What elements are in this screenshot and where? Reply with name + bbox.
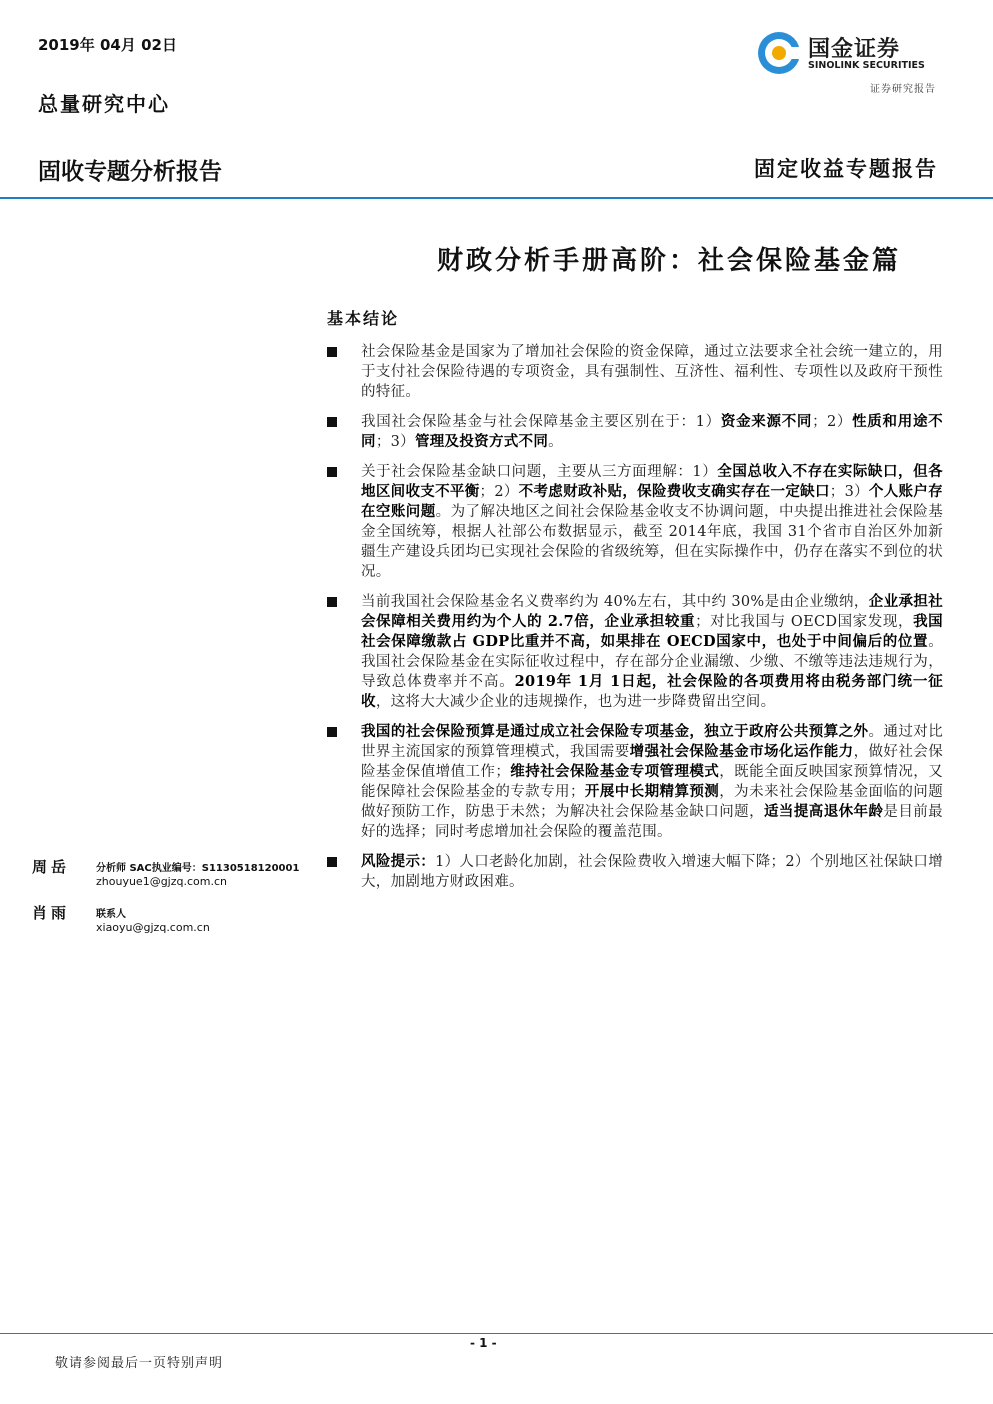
conclusion-item: [327, 412, 943, 452]
logo-subtitle: 证券研究报告: [870, 84, 936, 95]
bullet-square-icon: [327, 347, 337, 357]
footer-divider: [0, 1333, 993, 1334]
conclusion-item: [327, 342, 943, 402]
header-divider: [0, 197, 993, 199]
body-text: 1）人口老龄化加剧，社会保险费收入增速大幅下降；2）个别地区社保缺口增大，加剧地方财政困难。: [361, 854, 944, 890]
body-text: 社会保险基金是国家为了增加社会保险的资金保障，通过立法要求全社会统一建立的，用于支付社会保险待遇的专项资金，具有强制性、互济性、福利性、专项性以及政府干预性的特征。: [361, 344, 943, 400]
emphasis-text: 2019年 1月 1日起，社会保险的各项费用将由税务部门统一征收: [361, 673, 943, 710]
body-text: ；3）: [829, 484, 869, 500]
analyst-role: 分析师 SAC执业编号：S1130518120001: [96, 863, 300, 874]
emphasis-text: 企业承担社会保障相关费用约为个人的 2.7倍，企业承担较重: [361, 593, 943, 630]
bullet-square-icon: [327, 857, 337, 867]
key-conclusions-list: [327, 342, 943, 902]
body-text: 是目前最好的选择；同时考虑增加社会保险的覆盖范围。: [361, 804, 943, 840]
conclusion-item: [327, 462, 943, 582]
report-category-right: 固定收益专题报告: [754, 156, 938, 181]
body-text: ，做好社会保险基金保值增值工作；: [361, 744, 943, 780]
emphasis-text: 开展中长期精算预测: [584, 783, 720, 800]
bullet-square-icon: [327, 597, 337, 607]
report-category-left: 固收专题分析报告: [38, 159, 222, 185]
body-text: ，这将大大减少企业的违规操作，也为进一步降费留出空间。: [375, 694, 776, 710]
body-text: ，为未来社会保险基金面临的问题做好预防工作，防患于未然；为解决社会保险基金缺口问题，: [361, 784, 944, 820]
sinolink-logo-icon: [756, 30, 802, 76]
conclusion-item: [327, 592, 943, 712]
emphasis-text: 我国社会保障缴款占 GDP比重并不高，如果排在 OECD国家中，也处于中间偏后的位置: [361, 613, 943, 650]
emphasis-text: 资金来源不同: [720, 413, 813, 430]
analyst-name: 周岳: [32, 858, 71, 876]
page-number: - 1 -: [470, 1336, 497, 1350]
bullet-square-icon: [327, 467, 337, 477]
emphasis-text: 不考虑财政补贴，保险费收支确实存在一定缺口: [518, 483, 830, 500]
body-text: ；对比我国与 OECD国家发现，: [695, 614, 914, 630]
logo-chinese-name: 国金证券: [808, 37, 901, 62]
report-title: 财政分析手册高阶：社会保险基金篇: [436, 246, 901, 276]
emphasis-text: 我国的社会保险预算是通过成立社会保险专项基金，独立于政府公共预算之外: [361, 723, 869, 740]
analyst-email[interactable]: zhouyue1@gjzq.com.cn: [96, 875, 227, 888]
bullet-square-icon: [327, 417, 337, 427]
company-logo: [756, 30, 946, 78]
body-text: 我国社会保险基金与社会保障基金主要区别在于：1）: [361, 414, 721, 430]
emphasis-text: 管理及投资方式不同: [414, 433, 549, 450]
report-date: 2019年 04月 02日: [38, 36, 177, 54]
body-text: 。为了解决地区之间社会保险基金收支不协调问题，中央提出推进社会保险基金全国统筹，根据人社部公布数据显示，截至 2014年底，我国 31个省市自治区外加新疆生产建设兵团均已实现社会保险的省级统筹，但在实际操作中，仍存在落实不到位的状况。: [361, 504, 944, 580]
emphasis-text: 维持社会保险基金专项管理模式: [510, 763, 720, 780]
conclusion-item: [327, 722, 943, 842]
emphasis-text: 适当提高退休年龄: [764, 803, 884, 820]
emphasis-text: 全国总收入不存在实际缺口，但各地区间收支不平衡: [361, 463, 943, 500]
contact-role: 联系人: [96, 909, 126, 920]
body-text: 。通过对比世界主流国家的预算管理模式，我国需要: [361, 724, 944, 760]
body-text: ；3）: [375, 434, 415, 450]
body-text: ；2）: [812, 414, 853, 430]
body-text: 。我国社会保险基金在实际征收过程中，存在部分企业漏缴、少缴、不缴等违法违规行为，导致总体费率并不高。: [361, 634, 943, 690]
section-heading: 基本结论: [327, 309, 400, 328]
emphasis-text: 增强社会保险基金市场化运作能力: [629, 743, 854, 760]
body-text: 当前我国社会保险基金名义费率约为 40%左右，其中约 30%是由企业缴纳，: [361, 594, 869, 610]
body-text: ，既能全面反映国家预算情况，又能保障社会保险基金的专款专用；: [361, 764, 944, 800]
disclaimer-note: 敬请参阅最后一页特别声明: [55, 1356, 224, 1371]
contact-email[interactable]: xiaoyu@gjzq.com.cn: [96, 921, 210, 934]
research-center-name: 总量研究中心: [38, 92, 170, 116]
body-text: 。: [548, 434, 563, 450]
body-text: ；2）: [479, 484, 519, 500]
conclusion-item: [327, 852, 943, 892]
emphasis-text: 风险提示：: [361, 853, 436, 870]
body-text: 关于社会保险基金缺口问题，主要从三方面理解：1）: [361, 464, 718, 480]
emphasis-text: 个人账户存在空账问题: [361, 483, 943, 520]
bullet-square-icon: [327, 727, 337, 737]
contact-name: 肖雨: [32, 904, 71, 922]
emphasis-text: 性质和用途不同: [361, 413, 943, 450]
logo-english-name: SINOLINK SECURITIES: [808, 60, 925, 71]
